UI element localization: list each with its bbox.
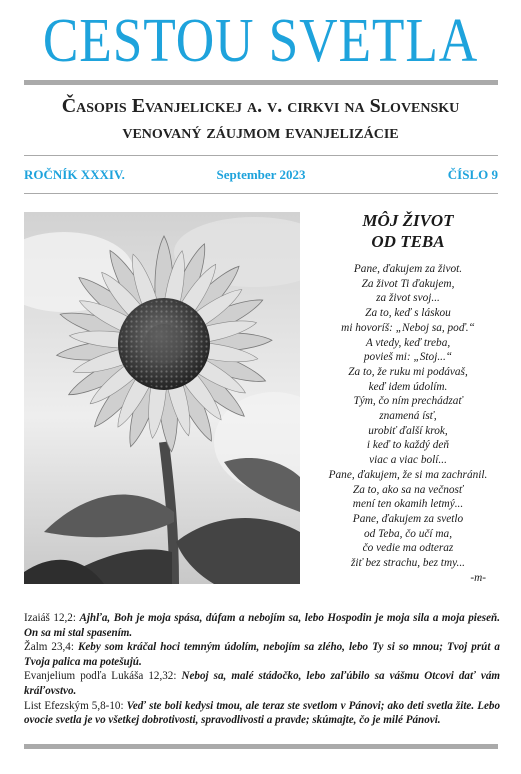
sunflower-illustration <box>24 212 300 584</box>
verse-item <box>24 669 500 698</box>
poem-line: od Teba, čo učí ma, <box>363 527 453 540</box>
poem-line: mení ten okamih letmý... <box>352 498 464 511</box>
sunflower-photo <box>24 212 300 584</box>
subtitle-line-2: venovaný záujmom evanjelizácie <box>122 121 399 143</box>
poem-line: Za to, že ruku mi podávaš, <box>348 365 468 378</box>
footer-rule <box>24 744 498 749</box>
poem-line: viac a viac bolí... <box>369 454 447 467</box>
poem-line: Pane, ďakujem za svetlo <box>352 512 464 525</box>
masthead-rule <box>24 80 498 85</box>
verse-reference: Evanjelium podľa Lukáša 12,32: <box>24 670 182 683</box>
verse-item <box>24 611 500 640</box>
poem-line: čo vedie ma odteraz <box>362 542 454 555</box>
verse-reference: List Efezským 5,8-10: <box>24 699 127 712</box>
poem-title-line-1: MÔJ ŽIVOT <box>362 211 454 230</box>
issue-rule-top <box>24 155 498 156</box>
poem-line: Tým, čo ním prechádzať <box>353 395 463 408</box>
poem-line: i keď to každý deň <box>366 439 450 452</box>
poem-body <box>310 262 506 585</box>
subtitle-line-1: Časopis Evanjelickej a. v. cirkvi na Slovensku <box>61 95 460 117</box>
issue-rule-bottom <box>24 193 498 194</box>
verse-text: Ajhľa, Boh je moja spása, dúfam a nebojím sa, lebo Hospodin je moja sila a moja pieseň. On sa mi stal spasením. <box>24 612 500 639</box>
poem-line: Za to, ako sa na večnosť <box>352 483 464 496</box>
verse-item <box>24 699 500 728</box>
issue-date: September 2023 <box>216 167 306 182</box>
verse-text: Neboj sa, malé stádočko, lebo zaľúbilo sa vášmu Otcovi dať vám kráľovstvo. <box>24 670 500 697</box>
issue-info <box>24 167 498 185</box>
bible-verses <box>24 611 500 728</box>
verse-text: Veď ste boli kedysi tmou, ale teraz ste svetlom v Pánovi; ako deti svetla žite. Lebo ovocie svetla je vo všetkej dobrotivosti, spravodlivosti a pravde; skúmajte, čo je milé Pánovi. <box>24 699 500 727</box>
poem-line: Pane, ďakujem, že si ma zachránil. <box>328 468 488 481</box>
issue-number: ČÍSLO 9 <box>447 167 498 182</box>
poem-line: mi hovoríš: „Neboj sa, poď.“ <box>341 321 475 334</box>
masthead-title: CESTOU SVETLA <box>42 7 479 75</box>
poem-signature: -m- <box>470 571 486 584</box>
poem-line: za život svoj... <box>376 292 440 305</box>
issue-volume: ROČNÍK XXXIV. <box>24 167 125 182</box>
poem-line: keď idem údolím. <box>368 380 448 393</box>
verse-item <box>24 640 500 669</box>
poem-line: Za to, keď s láskou <box>365 307 451 320</box>
verse-reference: Izaiáš 12,2: <box>24 612 80 624</box>
poem-title-line-2: OD TEBA <box>371 232 445 251</box>
poem-line: povieš mi: „Stoj...“ <box>363 351 453 364</box>
poem-line: urobiť ďalší krok, <box>368 424 448 437</box>
poem-line: znamená ísť, <box>379 410 437 423</box>
poem-line: Pane, ďakujem za život. <box>353 263 463 275</box>
poem-line: Za život Ti ďakujem, <box>361 277 455 290</box>
poem-line: žiť bez strachu, bez tmy... <box>351 557 465 570</box>
verse-reference: Žalm 23,4: <box>24 641 78 654</box>
poem-line: A vtedy, keď treba, <box>365 336 451 349</box>
verse-text: Keby som kráčal hoci temným údolím, nebojím sa zlého, lebo Ty si so mnou; Tvoj prút a Tvoja palica ma potešujú. <box>24 641 500 668</box>
poem <box>310 210 506 585</box>
